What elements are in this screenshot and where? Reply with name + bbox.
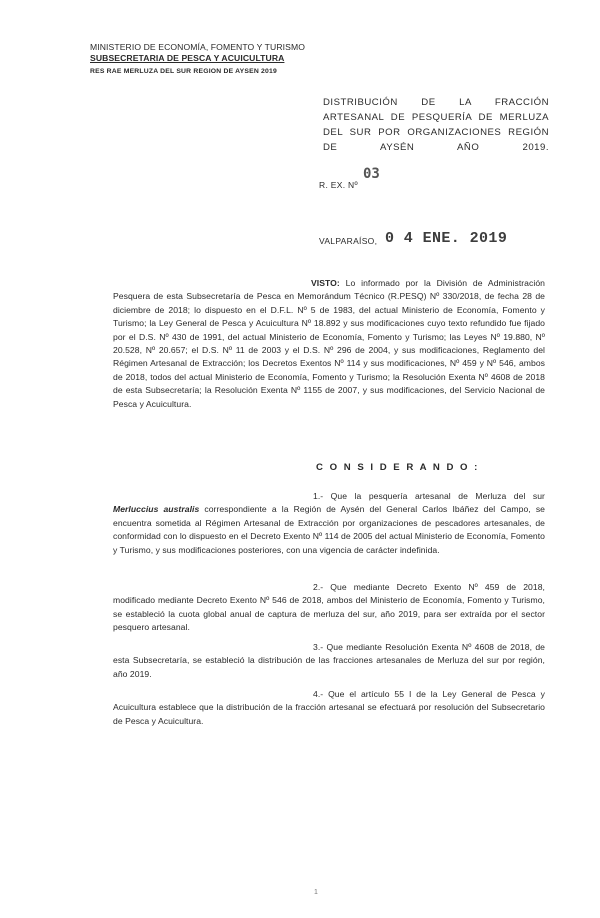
species-name: Merluccius australis (113, 504, 200, 515)
resolution-label: R. EX. Nº (319, 180, 358, 190)
ministry-name: MINISTERIO DE ECONOMÍA, FOMENTO Y TURISMO (90, 42, 305, 52)
considerando-item-4 (113, 688, 545, 728)
item-number: 1.- (313, 491, 324, 501)
considerando-item-2 (113, 581, 545, 635)
page-number: 1 (314, 889, 318, 896)
resolution-reference: RES RAE MERLUZA DEL SUR REGION DE AYSEN 2019 (90, 68, 277, 75)
item-text: Que mediante Resolución Exenta Nº 4608 de 2018, de esta Subsecretaría, se estableció la distribución de las fracciones artesanales de Merluza del sur por región, año 2019. (113, 642, 545, 679)
item-number: 3.- (313, 642, 324, 652)
visto-heading: VISTO: (311, 278, 340, 288)
resolution-number: 03 (363, 166, 380, 182)
visto-paragraph (113, 277, 545, 411)
subsecretaria-name: SUBSECRETARIA DE PESCA Y ACUICULTURA (90, 53, 285, 63)
place-label: VALPARAÍSO, (319, 236, 378, 246)
considerando-item-1 (113, 490, 545, 557)
item-number: 4.- (313, 689, 324, 699)
document-title: DISTRIBUCIÓN DE LA FRACCIÓN ARTESANAL DE PESQUERÍA DE MERLUZA DEL SUR POR ORGANIZACIONES REGIÓN DE AYSÉN AÑO 2019. (323, 97, 549, 153)
considerando-item-3 (113, 641, 545, 681)
item-number: 2.- (313, 582, 324, 592)
item-text: correspondiente a la Región de Aysén del General Carlos Ibáñez del Campo, se encuentra sometida al Régimen Artesanal de Extracción por organizaciones de pescadores artesanales, de conformidad con lo dispuesto en el Decreto Exento Nº 114 de 2005 del actual Ministerio de Economía, Fomento y Turismo, y sus modificaciones posteriores, con una vigencia de carácter indefinida. (113, 504, 545, 555)
item-text: Que la pesquería artesanal de Merluza del sur (330, 491, 545, 501)
visto-text: Lo informado por la División de Administración Pesquera de esta Subsecretaría de Pesca en Memorándum Técnico (R.PESQ) Nº 330/2018, de fecha 28 de diciembre de 2018; lo dispuesto en el D.F.L. Nº 5 de 1983, del actual Ministerio de Economía, Fomento y Turismo; la Ley General de Pesca y Acuicultura Nº 18.892 y sus modificaciones cuyo texto refundido fue fijado por el D.S. Nº 430 de 1991, del actual Ministerio de Economía, Fomento y Turismo; las Leyes Nº 19.880, Nº 20.528, Nº 20.657; el D.S. Nº 11 de 2003 y el D.S. Nº 296 de 2004, y sus modificaciones, Reglamento del Régimen Artesanal de Extracción; los Decretos Exentos Nº 114 y sus modificaciones, Nº 459 y Nº 546, ambos de 2018, todos del actual Ministerio de Economía, Fomento y Turismo; la Resolución Exenta Nº 4608 de 2018 de esta Subsecretaría; la Resolución Exenta Nº 1155 de 2007, y sus modificaciones, del Servicio Nacional de Pesca y Acuicultura. (113, 278, 545, 409)
item-text: Que mediante Decreto Exento Nº 459 de 2018, modificado mediante Decreto Exento Nº 546 de 2018, ambos del Ministerio de Economía, Fomento y Turismo, se estableció la cuota global anual de captura de merluza del sur, año 2019, para ser extraída por el sector pesquero artesanal. (113, 582, 545, 633)
date-stamp: 0 4 ENE. 2019 (385, 230, 508, 247)
considerando-heading: C O N S I D E R A N D O : (316, 462, 480, 473)
item-text: Que el artículo 55 I de la Ley General de Pesca y Acuicultura establece que la distribución de la fracción artesanal se efectuará por resolución del Subsecretario de Pesca y Acuicultura. (113, 689, 545, 726)
